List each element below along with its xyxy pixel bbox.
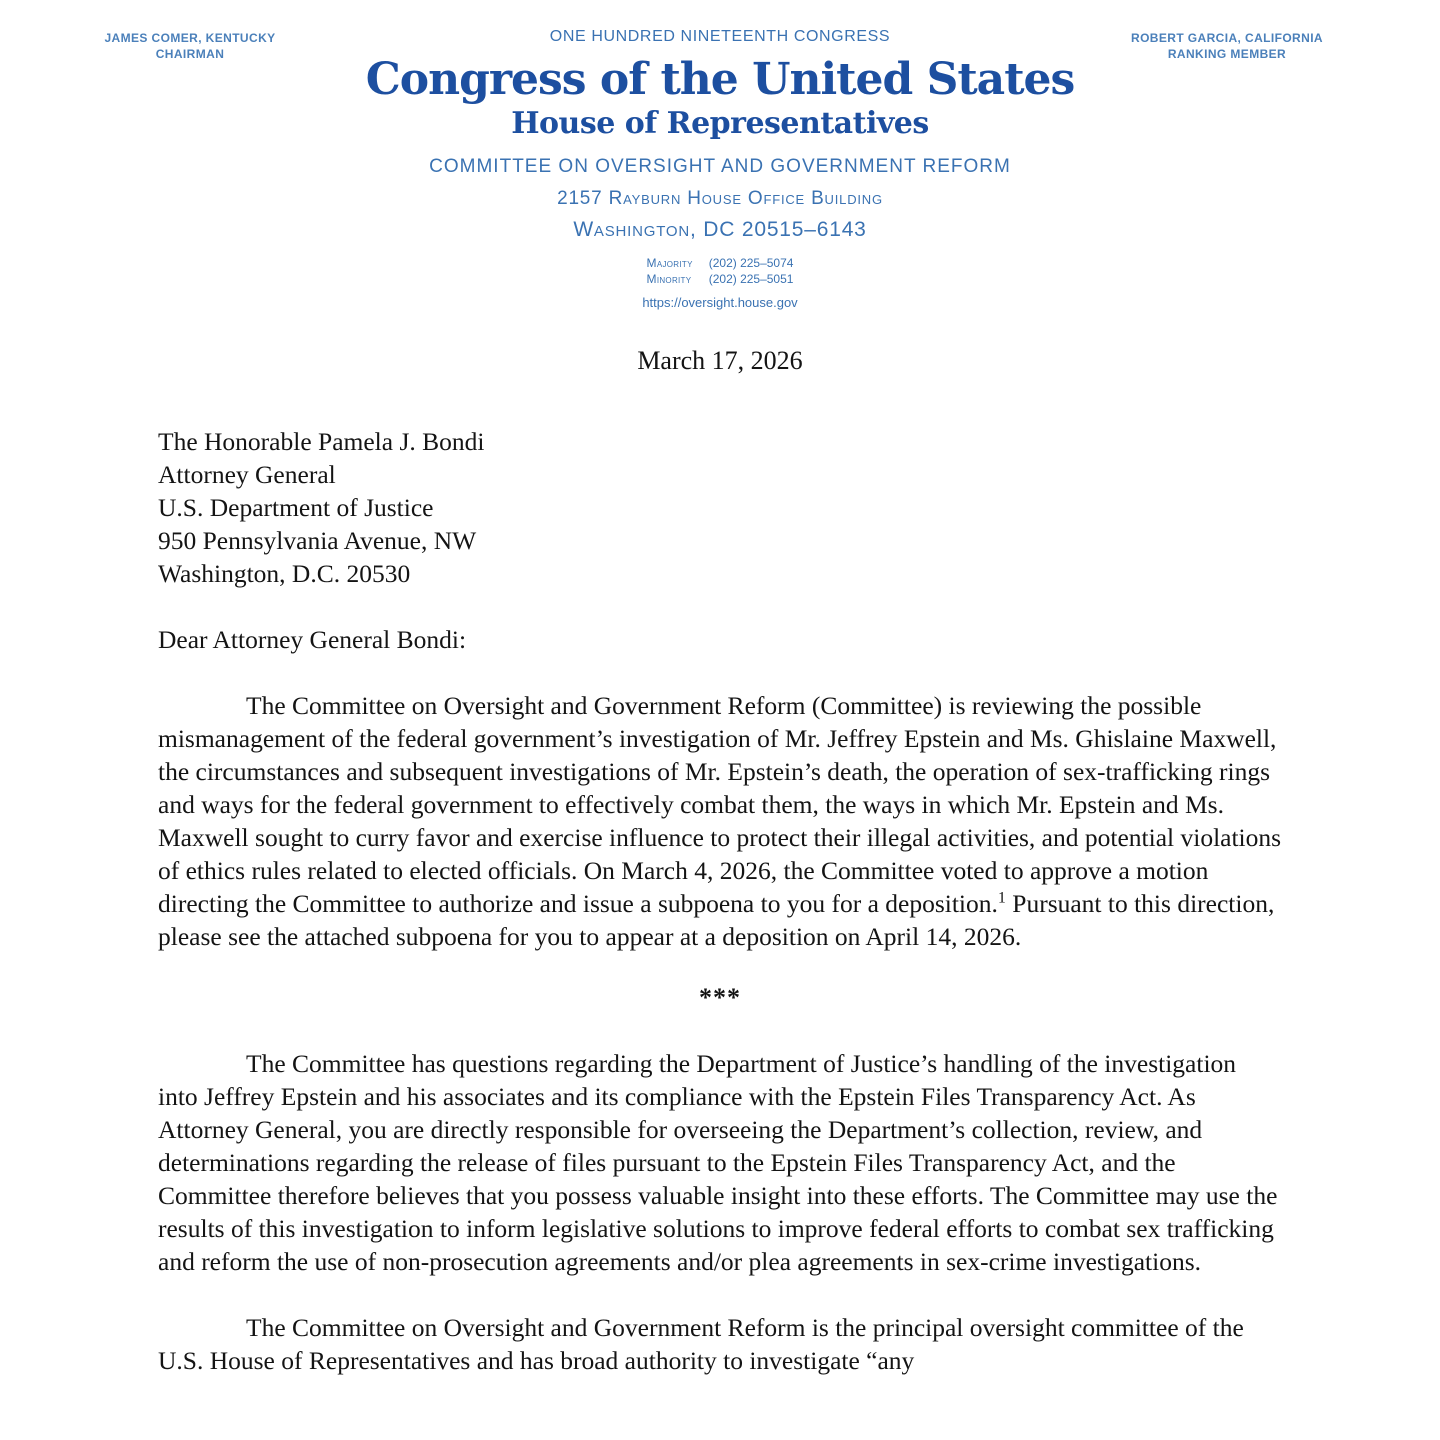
ranking-member-block (1067, 30, 1387, 62)
recipient-city: Washington, D.C. 20530 (158, 559, 411, 588)
majority-phone-number: (202) 225–5074 (708, 256, 794, 270)
section-separator: *** (699, 983, 741, 1012)
minority-phone-label: Minority (646, 272, 692, 286)
letterhead (0, 0, 1440, 310)
chairman-title: CHAIRMAN (155, 47, 225, 61)
letter-body (158, 344, 1282, 1377)
body-paragraph-1 (158, 689, 1282, 953)
majority-phone-label: Majority (646, 256, 693, 270)
body-paragraph-2: The Committee has questions regarding the Department of Justice’s handling of the investigation into Jeffrey Epstein and his associates and its compliance with the Epstein Files Transparency Act. As Attorney General, you are directly responsible for overseeing the Department’s collection, review, and determinations regarding the release of files pursuant to the Epstein Files Transparency Act, and the Committee therefore believes that you possess valuable insight into these efforts. The Committee may use the results of this investigation to inform legislative solutions to improve federal efforts to combat sex trafficking and reform the use of non-prosecution agreements and/or plea agreements in sex-crime investigations. (158, 1049, 1278, 1276)
chairman-block (30, 30, 350, 62)
recipient-title: Attorney General (158, 460, 336, 489)
minority-phone-number: (202) 225–5051 (708, 272, 794, 286)
committee-name: COMMITTEE ON OVERSIGHT AND GOVERNMENT REFORM (429, 156, 1011, 177)
date-line: March 17, 2026 (637, 346, 803, 375)
chairman-name: JAMES COMER, KENTUCKY (104, 31, 276, 45)
paragraph-1-text-a: The Committee on Oversight and Government Reform (Committee) is reviewing the possible mismanagement of the federal government’s investigation of Mr. Jeffrey Epstein and Ms. Ghislaine Maxwell, the circumstances and subsequent investigations of Mr. Epstein’s death, the operation of sex-trafficking rings and ways for the federal government to effectively combat them, the ways in which Mr. Epstein and Ms. Maxwell sought to curry favor and exercise influence to protect their illegal activities, and potential violations of ethics rules related to elected officials. On March 4, 2026, the Committee voted to approve a motion directing the Committee to authorize and issue a subpoena to you for a deposition. (158, 691, 1282, 918)
letterhead-center (320, 28, 1120, 310)
ranking-member-title: RANKING MEMBER (1167, 47, 1287, 61)
recipient-agency: U.S. Department of Justice (158, 493, 434, 522)
phone-block (647, 256, 794, 287)
paragraph-1-text-b: Pursuant to this direction, please see the attached subpoena for you to appear at a deposition on April 14, 2026. (158, 889, 1275, 951)
salutation: Dear Attorney General Bondi: (158, 625, 467, 654)
recipient-name: The Honorable Pamela J. Bondi (158, 427, 485, 456)
ranking-member-name: ROBERT GARCIA, CALIFORNIA (1131, 31, 1323, 45)
congress-session-line: ONE HUNDRED NINETEENTH CONGRESS (549, 28, 891, 45)
website-url: https://oversight.house.gov (642, 295, 798, 310)
committee-address-building: 2157 Rayburn House Office Building (557, 188, 883, 209)
footnote-marker: 1 (997, 889, 1006, 907)
house-subtitle: House of Representatives (511, 106, 929, 141)
recipient-address (158, 425, 1282, 590)
congress-title: Congress of the United States (365, 54, 1075, 105)
recipient-street: 950 Pennsylvania Avenue, NW (158, 526, 477, 555)
committee-address-city: Washington, DC 20515–6143 (573, 218, 867, 241)
body-paragraph-3: The Committee on Oversight and Government Reform is the principal oversight committee of the U.S. House of Representatives and has broad authority to investigate “any (158, 1313, 1244, 1375)
